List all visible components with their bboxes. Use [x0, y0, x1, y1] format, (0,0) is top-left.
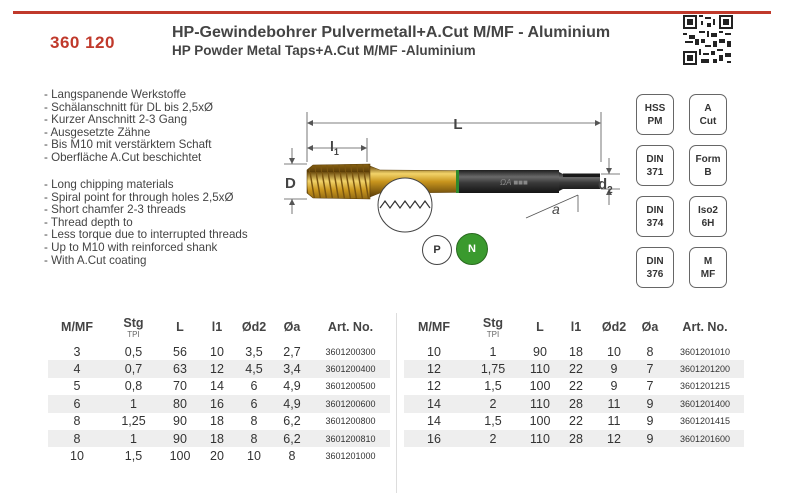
product-code: 360 120 [50, 33, 115, 52]
article-number-cell: 3601200300 [325, 346, 376, 357]
col-header-length: L [176, 320, 184, 334]
table-cell: 2 [464, 395, 522, 412]
title-english: HP Powder Metal Taps+A.Cut M/MF -Aluminium [172, 43, 476, 58]
table-divider [396, 313, 397, 493]
badge-line: B [704, 166, 712, 178]
table-cell: 6 [250, 379, 258, 394]
feature-en: - Spiral point for through holes 2,5xØ [44, 190, 234, 204]
col-header-art-no: Art. No. [327, 320, 374, 334]
dimension-L-label: L [453, 116, 463, 133]
table-row [48, 447, 390, 464]
table-cell: 10 [247, 449, 261, 464]
col-header-art-no: Art. No. [682, 320, 728, 334]
badge-din-376 [636, 247, 674, 288]
svg-text:d2 [598, 176, 613, 196]
table-cell: 9 [634, 430, 666, 447]
table-cell: 12 [594, 430, 634, 447]
feature-en: - Up to M10 with reinforced shank [44, 240, 218, 254]
table-cell: 11 [594, 395, 634, 412]
article-number-cell: 3601201010 [679, 346, 731, 357]
table-cell: 1,5 [484, 414, 502, 429]
table-cell: 14 [427, 414, 441, 429]
table-row [404, 378, 744, 395]
table-cell: 6,2 [283, 414, 301, 429]
table-cell: 3,4 [273, 360, 311, 377]
table-cell: 1,75 [464, 360, 522, 377]
table-row [404, 343, 744, 360]
feature-en: - Long chipping materials [44, 178, 174, 191]
table-cell: 3 [73, 344, 81, 359]
material-p-badge [422, 235, 452, 265]
table-cell: 90 [161, 430, 199, 447]
table-row [48, 360, 390, 377]
table-cell: 8 [250, 414, 258, 429]
table-cell: 0,5 [124, 344, 143, 359]
table-cell: 12 [427, 379, 441, 394]
table-cell: 10 [607, 344, 621, 359]
table-cell: 70 [173, 379, 187, 394]
features-english [44, 179, 248, 267]
badge-line: M [703, 255, 713, 267]
table-cell: 6 [235, 395, 273, 412]
dimension-l1-subscript: 1 [333, 147, 339, 157]
article-number-cell: 3601200500 [325, 381, 376, 392]
table-cell: 0,7 [106, 360, 161, 377]
article-number-cell: 3601201600 [666, 430, 744, 447]
article-number-cell: 3601200400 [311, 360, 390, 377]
table-cell: 14 [210, 379, 224, 394]
table-cell: 100 [529, 414, 551, 429]
table-cell: 28 [558, 395, 594, 412]
table-cell: 1 [489, 344, 497, 359]
material-n-badge [456, 233, 488, 265]
table-cell: 28 [558, 430, 594, 447]
col-header-length: L [536, 320, 544, 334]
table-cell: 3,5 [245, 344, 263, 359]
table-cell: 7 [634, 360, 666, 377]
table-row [404, 360, 744, 377]
table-cell: 90 [533, 344, 547, 359]
header-rule [13, 11, 771, 14]
badge-line: Cut [699, 115, 717, 127]
col-header-pitch: Stg TPI [482, 315, 504, 339]
feature-de: - Oberfläche A.Cut beschichtet [44, 150, 202, 164]
col-header-a: Øa [641, 320, 659, 334]
table-cell: 8 [288, 449, 296, 464]
table-cell: 1,5 [124, 449, 143, 464]
table-cell: 8 [73, 414, 81, 429]
spec-table-right [404, 311, 744, 447]
table-cell: 0,8 [124, 379, 143, 394]
badge-line: 374 [646, 217, 664, 229]
feature-de: - Schälanschnitt für DL bis 2,5xØ [44, 100, 214, 114]
table-cell: 110 [522, 360, 558, 377]
table-cell: 11 [607, 414, 621, 429]
badge-line: A [704, 102, 712, 114]
material-n-label: N [468, 243, 476, 255]
col-header-thread: M/MF [418, 320, 450, 334]
table-cell: 80 [161, 395, 199, 412]
feature-de: - Kurzer Anschnitt 2-3 Gang [44, 113, 188, 127]
article-number-cell: 3601200800 [325, 416, 376, 427]
table-cell: 18 [210, 414, 224, 429]
badge-line: HSS [644, 102, 666, 114]
table-cell: 63 [161, 360, 199, 377]
table-row [48, 343, 390, 360]
table-row [404, 395, 744, 412]
badge-din-371 [636, 145, 674, 186]
table-cell: 22 [558, 360, 594, 377]
table-row [48, 378, 390, 395]
article-number-cell: 3601201200 [666, 360, 744, 377]
col-header-d2: Ød2 [601, 320, 627, 334]
features-german [44, 89, 213, 165]
feature-en: - Less torque due to interrupted threads [44, 228, 248, 242]
table-cell: 12 [404, 360, 464, 377]
table-cell: 22 [569, 379, 583, 394]
badge-line: DIN [646, 204, 664, 216]
dimension-D-label: D [285, 175, 296, 192]
table-cell: 6 [48, 395, 106, 412]
table-row [48, 413, 390, 430]
table-row [48, 395, 390, 412]
table-cell: 110 [522, 430, 558, 447]
table-cell: 1 [106, 395, 161, 412]
table-cell: 8 [646, 344, 654, 359]
table-cell: 1,5 [484, 379, 502, 394]
feature-en: - With A.Cut coating [44, 253, 147, 267]
dimension-d2-subscript: 2 [607, 185, 613, 196]
badge-form-b [689, 145, 727, 186]
table-cell: 20 [210, 449, 224, 464]
badge-din-374 [636, 196, 674, 237]
article-number-cell: 3601201000 [325, 451, 376, 462]
dimension-a-label: a [552, 201, 560, 217]
table-cell: 4,9 [273, 395, 311, 412]
badge-line: 376 [646, 268, 664, 280]
table-cell: 5 [73, 379, 81, 394]
table-cell: 1,25 [121, 414, 146, 429]
col-header-a: Øa [283, 320, 301, 334]
table-cell: 110 [522, 395, 558, 412]
table-cell: 12 [199, 360, 235, 377]
table-cell: 90 [173, 414, 187, 429]
badge-hss-pm [636, 94, 674, 135]
article-number-cell: 3601200810 [311, 430, 390, 447]
badge-line: PM [647, 115, 663, 127]
table-cell: 100 [529, 379, 551, 394]
table-cell: 16 [199, 395, 235, 412]
badge-iso2-6h [689, 196, 727, 237]
badge-line: DIN [646, 153, 664, 165]
table-row [404, 430, 744, 447]
table-cell: 18 [199, 430, 235, 447]
feature-de: - Langspanende Werkstoffe [44, 88, 187, 101]
col-header-thread: M/MF [61, 320, 93, 334]
dimension-d2-label: d [598, 176, 608, 193]
table-cell: 100 [169, 449, 191, 464]
table-row [48, 430, 390, 447]
table-cell: 4 [48, 360, 106, 377]
table-cell: 8 [48, 430, 106, 447]
article-number-cell: 3601201415 [679, 416, 731, 427]
badge-line: DIN [646, 255, 664, 267]
table-cell: 18 [569, 344, 583, 359]
table-row [404, 413, 744, 430]
badge-a-cut [689, 94, 727, 135]
table-cell: 9 [646, 414, 654, 429]
table-cell: 2 [464, 430, 522, 447]
badge-m-mf [689, 247, 727, 288]
badge-line: Iso2 [697, 204, 718, 216]
table-cell: 9 [610, 379, 618, 394]
feature-de: - Bis M10 mit verstärktem Schaft [44, 138, 212, 152]
table-cell: 22 [569, 414, 583, 429]
article-number-cell: 3601201400 [666, 395, 744, 412]
table-cell: 16 [404, 430, 464, 447]
table-cell: 10 [70, 449, 84, 464]
dimension-l1-label: l [330, 138, 334, 154]
col-header-pitch: Stg TPI [123, 315, 144, 339]
badge-line: Form [695, 153, 721, 165]
badge-line: 371 [646, 166, 664, 178]
title-german: HP-Gewindebohrer Pulvermetall+A.Cut M/MF - Aluminium [172, 24, 611, 41]
table-cell: 56 [173, 344, 187, 359]
article-number-cell: 3601201215 [679, 381, 731, 392]
table-cell: 1 [106, 430, 161, 447]
table-cell: 4,5 [235, 360, 273, 377]
col-header-d2: Ød2 [241, 320, 267, 334]
badge-line: MF [700, 268, 716, 280]
table-cell: 10 [210, 344, 224, 359]
table-cell: 14 [404, 395, 464, 412]
qr-code-icon [683, 15, 733, 65]
col-header-l1: l1 [211, 320, 223, 334]
col-header-l1: l1 [570, 320, 582, 334]
table-cell: 9 [634, 395, 666, 412]
table-cell: 8 [235, 430, 273, 447]
spec-table-left [48, 311, 390, 465]
tap-drawing [280, 100, 625, 275]
feature-de: - Ausgesetzte Zähne [44, 125, 151, 139]
svg-text:l1 [330, 138, 339, 157]
feature-en: - Short chamfer 2-3 threads [44, 203, 186, 217]
article-number-cell: 3601200600 [311, 395, 390, 412]
svg-text:ΩA ■■■: ΩA ■■■ [500, 178, 528, 187]
table-cell: 10 [427, 344, 441, 359]
table-cell: 7 [646, 379, 654, 394]
table-cell: 6,2 [273, 430, 311, 447]
table-cell: 9 [594, 360, 634, 377]
badge-line: 6H [701, 217, 715, 229]
material-p-label: P [433, 244, 441, 256]
feature-en: - Thread depth to [44, 215, 133, 229]
table-cell: 4,9 [283, 379, 301, 394]
table-cell: 2,7 [283, 344, 301, 359]
